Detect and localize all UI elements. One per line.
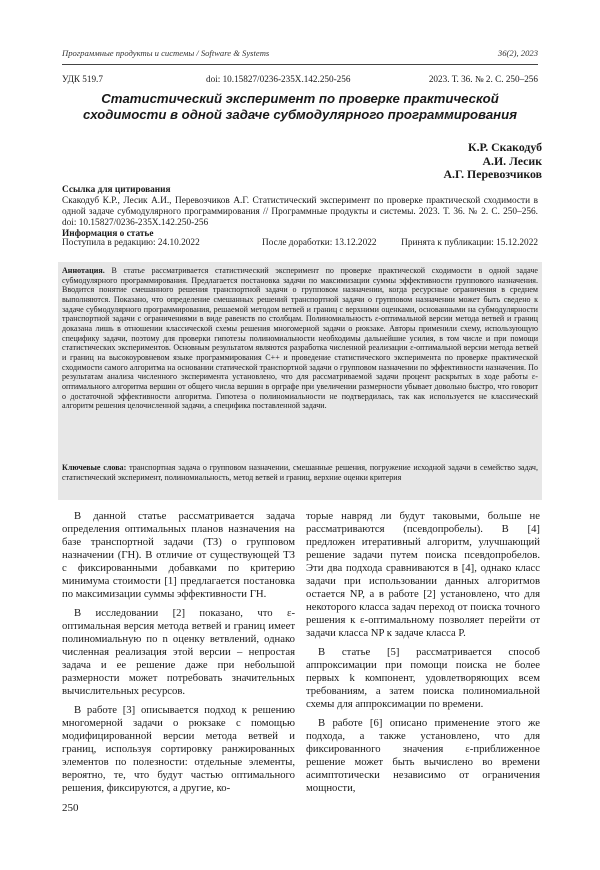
citation-block (62, 185, 538, 240)
revised-date: После доработки: 13.12.2022 (262, 238, 377, 248)
body-paragraph: В работе [6] описано применение этого же подхода, а также установлено, что для фиксированного значения ε-приближенное решение может быть вычислено во времени асимптотически независимо от ограничения мощности, (306, 717, 540, 794)
journal-name: Программные продукты и системы / Software & Systems (62, 48, 270, 58)
doi-text: doi: 10.15827/0236-235X.142.250-256 (206, 74, 351, 84)
received-date: Поступила в редакцию: 24.10.2022 (62, 238, 200, 248)
article-dates (62, 238, 538, 250)
body-column-left (62, 510, 295, 801)
author-name: К.Р. Скакодуб (468, 140, 542, 154)
keywords (62, 463, 538, 482)
running-header (62, 48, 538, 62)
body-paragraph: торые навряд ли будут таковыми, больше не рассматриваются (псевдопробелы). В [4] предложен итеративный алгоритм, улучшающий решение задачи путем поиска псевдопробелов. Эти два подхода сравниваются в [4], однако класс задачи при использовании данных алгоритмов остается NP, а в работе [2] установлено, что для некоторого класса задач переход от поиска точного решения к ε-оптимальному позволяет перейти от задачи класса NP к задаче класса P. (306, 510, 540, 639)
abstract (62, 266, 538, 411)
article-meta-line (62, 74, 538, 87)
page-number: 250 (62, 802, 79, 814)
abstract-text: В статье рассматривается статистический эксперимент по проверке практической сходимости в одной задаче субмодулярного программирования. Предлагается постановка задачи по максимизации суммы эффективности группового назначения. Вводится понятие смешанного решения транспортной задачи о групповом назначении, когда ресурсные ограничения в среднем выполняются. Показано, что определение смешанных решений транспортной задачи о групповом назначении может быть сведено к задаче субмодулярного программирования, решаемой методом ветвей и границ с верхними оценками, основанными на субмодулярности транспортной задачи с ограничениями в виде равенств по столбцам. Полиномиальность ε-оптимальной версии метода ветвей и границ доказана лишь в отношении классической схемы решения многомерной задачи о рюкзаке. Авторы применили схему, использующую специфику задачи, поэтому для проверки гипотезы полиномиальности необходимы дальнейшие усилия, в том числе и при помощи статистических экспериментов. Основным результатом являются разработка численной реализации ε-оптимальной версии метода ветвей и границ на высокоуровневом языке программирования С++ и проведение статистического эксперимента по проверке практической сходимости самого алгоритма на основании статической транспортной задачи о групповом назначении по эффективности назначения. По результатам анализа численного эксперимента установлено, что для рассматриваемой задачи процент раскрытых в ходе работы ε-оптимального алгоритма вершин от общего числа вершин в орграфе при увеличении размерности убывает довольно быстро, что говорит о достаточной эффективности алгоритма. Гипотеза о полиномиальности не подтвердилась, так как используется не классический алгоритм решения целочисленной задачи, а специфика поставленной задачи. (62, 266, 538, 411)
author-name: А.Г. Перевозчиков (443, 167, 542, 182)
citation-label: Ссылка для цитирования (62, 185, 171, 195)
keywords-label: Ключевые слова: (62, 463, 127, 472)
udk-code: УДК 519.7 (62, 74, 103, 84)
issue-number: 36(2), 2023 (497, 48, 538, 58)
article-info-label: Информация о статье (62, 228, 154, 239)
keywords-text: транспортная задача о групповом назначении, смешанные решения, погружение исходной задачи в семейство задач, статистический эксперимент, полиномиальность, метод ветвей и границ, верхние оценки критерия (62, 463, 538, 482)
accepted-date: Принята к публикации: 15.12.2022 (401, 238, 538, 248)
body-paragraph: В работе [3] описывается подход к решению многомерной задачи о рюкзаке с помощью модифицированной версии метода ветвей и границ, используя сортировку ранжированных элементов по полезности: отдельные элементы, вероятно, те, что будут частью оптимального решения, фиксируются, а другие, ко- (62, 704, 295, 794)
author-list (443, 141, 542, 182)
body-paragraph: В статье [5] рассматривается способ аппроксимации при помощи поиска не более первых k компонент, удовлетворяющих всем требованиям, а затем поиска полиномиальной схемы для аппроксимации по времени. (306, 646, 540, 710)
body-paragraph: В данной статье рассматривается задача определения оптимальных планов назначения на базе транспортной задачи (ТЗ) о групповом назначении (ГН). В отличие от существующей ТЗ с фиксированными добавками по критерию минимума стоимости [1] предлагается постановка по максимизации суммы эффективности ГН. (62, 510, 295, 600)
abstract-label: Аннотация. (62, 266, 105, 275)
header-divider (62, 64, 538, 65)
author-name: А.И. Лесик (482, 153, 542, 168)
body-paragraph: В исследовании [2] показано, что ε-оптимальная версия метода ветвей и границ имеет полиномиальную по n оценку ветвлений, однако численная реализация этой версии – непростая задача и ее решение даже при небольшой размерности может потребовать значительных вычислительных ресурсов. (62, 607, 295, 697)
citation-text: Скакодуб К.Р., Лесик А.И., Перевозчиков А.Г. Статистический эксперимент по проверке практической сходимости в одной задаче субмодулярного программирования // Программные продукты и системы. 2023. Т. 36. № 2. С. 250–256. doi: 10.15827/0236-235X.142.250-256 (62, 195, 538, 228)
volume-reference: 2023. Т. 36. № 2. С. 250–256 (428, 74, 538, 84)
body-column-right (306, 510, 540, 801)
article-title: Статистический эксперимент по проверке практической сходимости в одной задаче субмодулярного программирования (83, 91, 517, 122)
